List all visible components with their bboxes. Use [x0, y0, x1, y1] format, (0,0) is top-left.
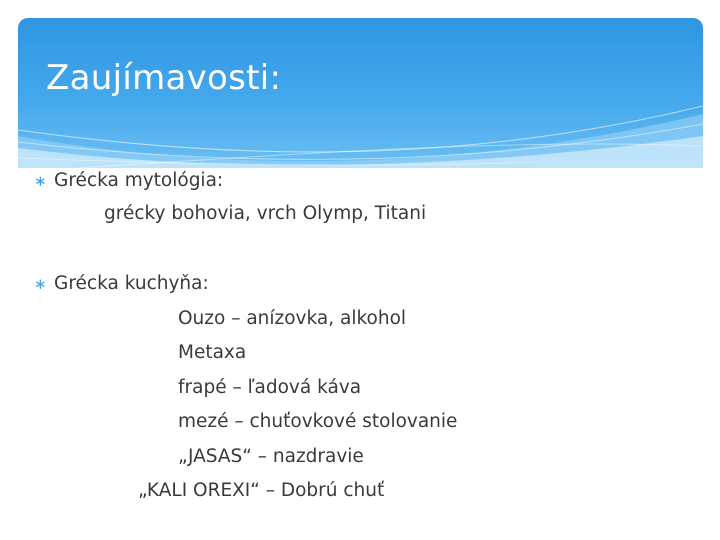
- sub-line: mezé – chuťovkové stolovanie: [178, 411, 458, 432]
- bullet-heading: Grécka mytológia:: [54, 170, 224, 191]
- asterisk-bullet-icon: ∗: [34, 171, 47, 190]
- sub-line: „KALI OREXI“ – Dobrú chuť: [138, 480, 385, 501]
- asterisk-bullet-icon: ∗: [34, 274, 47, 293]
- sub-line: Ouzo – anízovka, alkohol: [178, 308, 407, 329]
- bullet-heading: Grécka kuchyňa:: [54, 273, 209, 294]
- sub-line: Metaxa: [178, 342, 247, 363]
- sub-line: frapé – ľadová káva: [178, 377, 362, 398]
- bullet-item-cuisine: [34, 273, 209, 294]
- bullet-item-mythology: [34, 170, 223, 191]
- sub-line: grécky bohovia, vrch Olymp, Titani: [104, 203, 427, 224]
- sub-line: „JASAS“ – nazdravie: [178, 446, 364, 467]
- slide-title: Zaujímavosti:: [46, 58, 282, 98]
